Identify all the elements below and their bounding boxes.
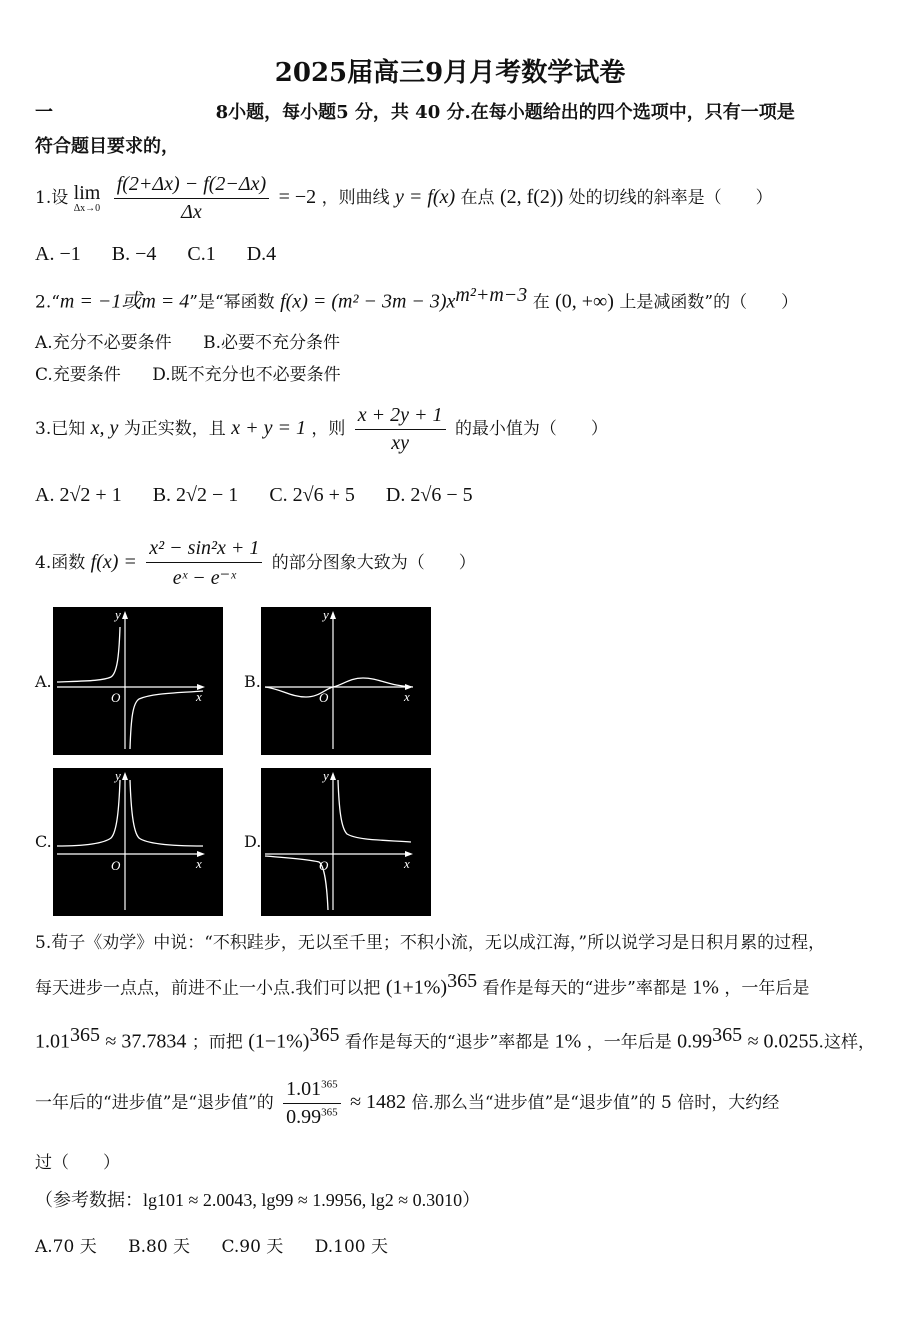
q1-equals: = −2 xyxy=(278,186,317,208)
q2-options-row1 xyxy=(35,328,366,353)
q3-option-b[interactable]: B. 2√2 − 1 xyxy=(152,484,239,506)
q1-point: (2, f(2)) xyxy=(499,186,564,208)
graph-d-y-label: y xyxy=(323,768,329,783)
q5-line-2 xyxy=(35,970,809,1000)
q3-condition: x + y = 1 xyxy=(231,417,306,439)
q1-lim-word: lim xyxy=(73,181,101,204)
q5-line-3 xyxy=(35,1024,875,1054)
q5-line-4 xyxy=(35,1078,779,1129)
q2-option-b[interactable]: B.必要不充分条件 xyxy=(203,333,340,353)
q4-suffix: 的部分图象大致为（ ） xyxy=(271,553,476,573)
q4-denominator: eˣ − e⁻ˣ xyxy=(172,567,236,589)
q5-line4-a: 一年后的“进步值”是“退步值”的 xyxy=(35,1093,274,1113)
q5-exp-5: 365 xyxy=(321,1078,338,1091)
question-1 xyxy=(35,173,773,224)
q3-option-d[interactable]: D. 2√6 − 5 xyxy=(385,484,473,506)
q5-line3-d: 看作是每天的“退步”率都是 xyxy=(344,1032,550,1053)
graph-c[interactable] xyxy=(53,768,223,916)
graph-label-d[interactable]: D. xyxy=(244,832,262,851)
q5-exp-6: 365 xyxy=(321,1106,338,1119)
q1-prefix: 1.设 xyxy=(35,188,69,208)
q5-approx-3: ≈ 1482 xyxy=(350,1091,407,1113)
graph-c-origin: O xyxy=(111,858,121,873)
q2-condition: m = −1或m = 4 xyxy=(59,290,190,313)
q5-expr1: (1+1%) xyxy=(385,976,448,999)
q5-line-1: 5.荀子《劝学》中说：“不积跬步，无以至千里；不积小流，无以成江海，”所以说学习是日积月累的过程， xyxy=(35,933,826,953)
q3-text-a: 为正实数，且 xyxy=(123,419,226,439)
q1-numerator: f(2+Δx) − f(2−Δx) xyxy=(114,173,269,199)
question-3 xyxy=(35,404,608,455)
q5-exp-1: 365 xyxy=(447,970,478,992)
graph-b-x-label: x xyxy=(404,689,410,704)
q5-exp-2: 365 xyxy=(70,1024,100,1046)
q4-function: f(x) = xyxy=(90,551,137,573)
q5-pct-1: 1% xyxy=(692,976,719,999)
graph-label-a[interactable]: A. xyxy=(35,672,52,691)
q3-options xyxy=(35,484,499,507)
q1-options xyxy=(35,243,302,266)
q1-option-b[interactable]: B. −4 xyxy=(111,243,157,265)
q5-line3-e: ，一年后是 xyxy=(586,1032,672,1053)
q5-option-d[interactable]: D.100 天 xyxy=(314,1237,388,1257)
q5-line3-c: ；而把 xyxy=(191,1032,243,1053)
q2-interval: (0, +∞) xyxy=(555,290,614,313)
q3-suffix: 的最小值为（ ） xyxy=(454,419,608,439)
q4-fraction xyxy=(146,537,262,590)
q1-suffix: 处的切线的斜率是（ ） xyxy=(568,188,773,208)
q5-exp-3: 365 xyxy=(309,1024,340,1046)
q5-option-b[interactable]: B.80 天 xyxy=(128,1237,191,1257)
q5-expr2: (1−1%) xyxy=(248,1030,310,1053)
graph-c-y-label: y xyxy=(115,768,121,783)
q5-line2-c: ，一年后是 xyxy=(724,978,810,999)
q5-exp-4: 365 xyxy=(712,1024,743,1046)
section-overlap-text: 8小题，每小题5 xyxy=(215,102,349,123)
section-heading-line2: 符合题目要求的， xyxy=(35,136,179,157)
q5-line3-h: .这样， xyxy=(818,1032,875,1053)
q5-line-5: 过（ ） xyxy=(35,1153,120,1173)
q5-base-099: 0.99 xyxy=(677,1030,713,1053)
q5-base-101: 1.01 xyxy=(35,1030,70,1053)
q4-prefix: 4.函数 xyxy=(35,553,86,573)
graph-a-y-label: y xyxy=(115,607,121,622)
section-heading-rest: 分，共 40 分.在每小题给出的四个选项中，只有一项是 xyxy=(354,102,795,123)
q1-option-d[interactable]: D.4 xyxy=(246,243,277,265)
q5-frac-num: 1.01 xyxy=(286,1078,322,1100)
graph-label-c[interactable]: C. xyxy=(35,832,52,851)
q2-option-a[interactable]: A.充分不必要条件 xyxy=(35,333,172,353)
q5-option-a[interactable]: A.70 天 xyxy=(35,1237,97,1257)
q1-at-point: 在点 xyxy=(460,188,495,208)
q1-curve: y = f(x) xyxy=(394,186,456,208)
q3-option-a[interactable]: A. 2√2 + 1 xyxy=(35,484,122,506)
q1-fraction xyxy=(114,173,269,224)
q2-text-b: ”是“幂函数 xyxy=(189,292,275,313)
q5-line2-b: 看作是每天的“进步”率都是 xyxy=(482,978,687,999)
q3-denominator: xy xyxy=(391,432,410,454)
graph-a[interactable] xyxy=(53,607,223,755)
q5-options xyxy=(35,1232,414,1257)
q5-pct-2: 1% xyxy=(554,1030,582,1053)
q1-denominator: Δx xyxy=(181,201,202,223)
q5-approx-1: ≈ 37.7834 xyxy=(105,1030,187,1053)
graph-label-b[interactable]: B. xyxy=(244,672,261,691)
section-heading xyxy=(35,98,795,124)
graph-b-y-label: y xyxy=(323,607,329,622)
q1-middle: ，则曲线 xyxy=(321,188,390,208)
q1-option-c[interactable]: C.1 xyxy=(187,243,216,265)
page-title: 2025届高三9月月考数学试卷 xyxy=(274,58,626,88)
q3-option-c[interactable]: C. 2√6 + 5 xyxy=(269,484,355,506)
q3-fraction xyxy=(355,404,446,455)
q4-numerator: x² − sin²x + 1 xyxy=(146,537,262,563)
q1-option-a[interactable]: A. −1 xyxy=(35,243,81,265)
q2-text-a: 2.“ xyxy=(35,292,60,313)
graph-d[interactable] xyxy=(261,768,431,916)
q5-option-c[interactable]: C.90 天 xyxy=(221,1237,284,1257)
q5-reference: （参考数据：lg101 ≈ 2.0043, lg99 ≈ 1.9956, lg2 ≈ 0.3010） xyxy=(35,1190,481,1210)
q2-option-c[interactable]: C.充要条件 xyxy=(35,365,121,385)
graph-b-origin: O xyxy=(319,690,329,705)
graph-d-x-label: x xyxy=(404,856,410,871)
q5-line2-a: 每天进步一点点，前进不止一小点.我们可以把 xyxy=(35,978,381,999)
q1-lim-sub: Δx→0 xyxy=(73,202,101,214)
q2-text-d: 上是减函数”的（ ） xyxy=(619,292,799,313)
question-2 xyxy=(35,284,798,314)
q3-text-b: ，则 xyxy=(311,419,346,439)
q5-ratio-fraction xyxy=(283,1078,341,1129)
q3-prefix: 3.已知 xyxy=(35,419,86,439)
graph-b[interactable] xyxy=(261,607,431,755)
q5-line4-c: 倍.那么当“进步值”是“退步值”的 5 倍时，大约经 xyxy=(411,1093,780,1113)
q2-option-d[interactable]: D.既不充分也不必要条件 xyxy=(152,365,341,385)
question-4 xyxy=(35,537,476,590)
q3-numerator: x + 2y + 1 xyxy=(355,404,446,430)
graph-c-x-label: x xyxy=(196,856,202,871)
q3-vars: x, y xyxy=(90,417,119,439)
q2-text-c: 在 xyxy=(532,292,550,313)
q2-function: f(x) = (m² − 3m − 3)x xyxy=(280,290,456,313)
graph-d-origin: O xyxy=(319,858,329,873)
q1-limit xyxy=(74,183,101,215)
graph-a-x-label: x xyxy=(196,689,202,704)
section-prefix: 一 xyxy=(35,102,53,123)
q2-exponent: m²+m−3 xyxy=(455,284,528,306)
q5-approx-2: ≈ 0.0255 xyxy=(747,1030,819,1053)
graph-a-origin: O xyxy=(111,690,121,705)
q5-frac-den: 0.99 xyxy=(286,1106,322,1128)
q2-options-row2 xyxy=(35,360,367,385)
